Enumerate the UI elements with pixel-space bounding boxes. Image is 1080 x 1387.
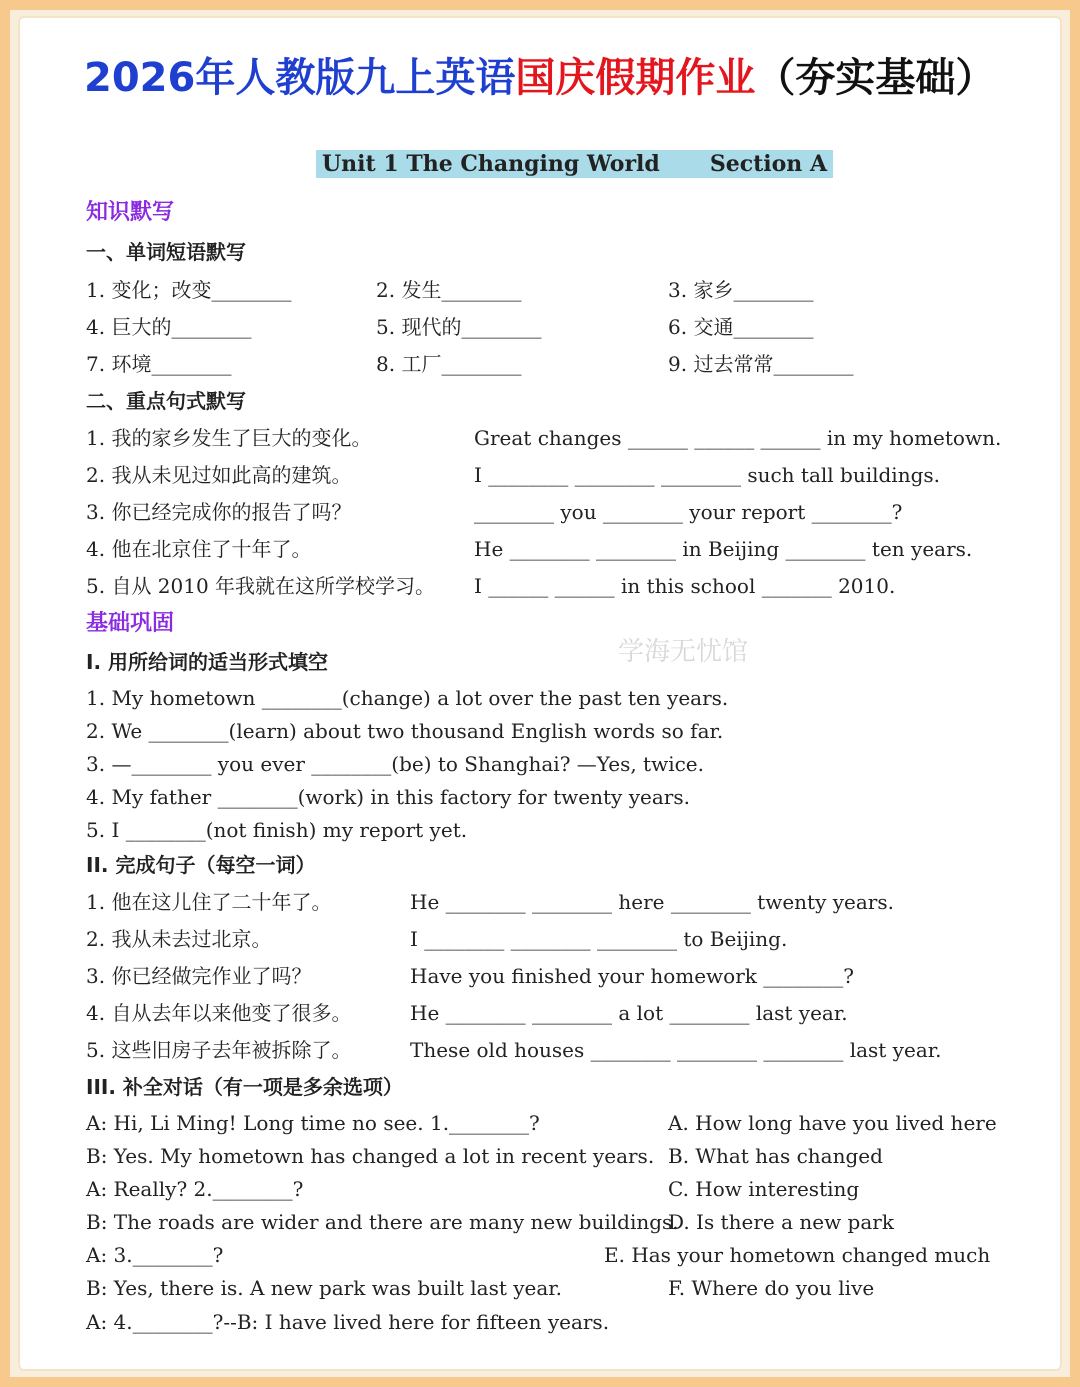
complete-cn: 3. 你已经做完作业了吗？ <box>86 964 312 988</box>
option-item: A. How long have you lived here <box>668 1111 997 1135</box>
dialogue-line: A: Really? 2.________? <box>86 1177 304 1201</box>
vocab-item: 9. 过去常常________ <box>668 352 854 376</box>
unit-heading <box>316 150 833 178</box>
page-title <box>84 54 995 102</box>
watermark: 学海无忧馆 <box>618 637 749 667</box>
vocab-item: 6. 交通________ <box>668 315 814 339</box>
sentence-en: I ______ ______ in this school _______ 2010. <box>474 574 896 598</box>
fill-item: 5. I ________(not finish) my report yet. <box>86 818 468 842</box>
fill-item: 3. —________ you ever ________(be) to Shanghai? —Yes, twice. <box>86 752 704 776</box>
sentence-en: I ________ ________ ________ such tall buildings. <box>474 463 941 487</box>
knowledge-heading: 知识默写 <box>86 200 175 225</box>
title-part-1: 2026年人教版 <box>84 55 356 101</box>
complete-en: He ________ ________ a lot ________ last year. <box>410 1001 848 1025</box>
sentence-cn: 5. 自从 2010 年我就在这所学校学习。 <box>86 574 436 598</box>
option-item: E. Has your hometown changed much <box>604 1243 991 1267</box>
basics-heading: 基础巩固 <box>86 611 175 636</box>
fill-item: 4. My father ________(work) in this factory for twenty years. <box>86 785 690 809</box>
sentence-en: He ________ ________ in Beijing ________ ten years. <box>474 537 973 561</box>
complete-cn: 4. 自从去年以来他变了很多。 <box>86 1001 352 1025</box>
vocab-item: 4. 巨大的________ <box>86 315 252 339</box>
complete-cn: 2. 我从未去过北京。 <box>86 927 272 951</box>
fill-item: 2. We ________(learn) about two thousand English words so far. <box>86 719 724 743</box>
vocab-item: 7. 环境________ <box>86 352 232 376</box>
dialogue-line: A: 3.________? <box>86 1243 224 1267</box>
dialogue-line: A: 4.________?--B: I have lived here for fifteen years. <box>86 1310 610 1334</box>
part1-heading: I. 用所给词的适当形式填空 <box>86 650 329 674</box>
unit-title: Unit 1 The Changing World <box>322 151 660 177</box>
sentence-cn: 1. 我的家乡发生了巨大的变化。 <box>86 426 372 450</box>
part2-heading: II. 完成句子（每空一词） <box>86 853 316 877</box>
vocab-item: 3. 家乡________ <box>668 278 814 302</box>
worksheet-paper <box>18 16 1062 1371</box>
dialogue-line: B: Yes. My hometown has changed a lot in recent years. <box>86 1144 655 1168</box>
complete-cn: 5. 这些旧房子去年被拆除了。 <box>86 1038 352 1062</box>
complete-en: These old houses ________ ________ ________ last year. <box>410 1038 942 1062</box>
complete-en: I ________ ________ ________ to Beijing. <box>410 927 788 951</box>
complete-en: He ________ ________ here ________ twenty years. <box>410 890 894 914</box>
vocab-heading: 一、单词短语默写 <box>86 240 246 264</box>
vocab-item: 8. 工厂________ <box>376 352 522 376</box>
dialogue-line: B: The roads are wider and there are many new buildings. <box>86 1210 679 1234</box>
sentence-cn: 3. 你已经完成你的报告了吗？ <box>86 500 352 524</box>
sentence-cn: 4. 他在北京住了十年了。 <box>86 537 312 561</box>
complete-en: Have you finished your homework ________? <box>410 964 854 988</box>
option-item: F. Where do you live <box>668 1276 875 1300</box>
title-part-3: 国庆假期作业 <box>515 55 756 101</box>
option-item: C. How interesting <box>668 1177 860 1201</box>
section-title: Section A <box>709 151 828 177</box>
part3-heading: III. 补全对话（有一项是多余选项） <box>86 1075 403 1099</box>
vocab-item: 1. 变化；改变________ <box>86 278 292 302</box>
sentence-en: ________ you ________ your report ________? <box>474 500 903 524</box>
vocab-item: 5. 现代的________ <box>376 315 542 339</box>
dialogue-line: B: Yes, there is. A new park was built last year. <box>86 1276 563 1300</box>
fill-item: 1. My hometown ________(change) a lot over the past ten years. <box>86 686 729 710</box>
sentence-en: Great changes ______ ______ ______ in my hometown. <box>474 426 1002 450</box>
vocab-item: 2. 发生________ <box>376 278 522 302</box>
sentences-heading: 二、重点句式默写 <box>86 389 246 413</box>
option-item: B. What has changed <box>668 1144 883 1168</box>
complete-cn: 1. 他在这儿住了二十年了。 <box>86 890 332 914</box>
title-part-2: 九上英语 <box>355 55 516 101</box>
option-item: D. Is there a new park <box>668 1210 894 1234</box>
title-part-4: （夯实基础） <box>755 55 996 101</box>
dialogue-line: A: Hi, Li Ming! Long time no see. 1.________? <box>86 1111 540 1135</box>
sentence-cn: 2. 我从未见过如此高的建筑。 <box>86 463 352 487</box>
